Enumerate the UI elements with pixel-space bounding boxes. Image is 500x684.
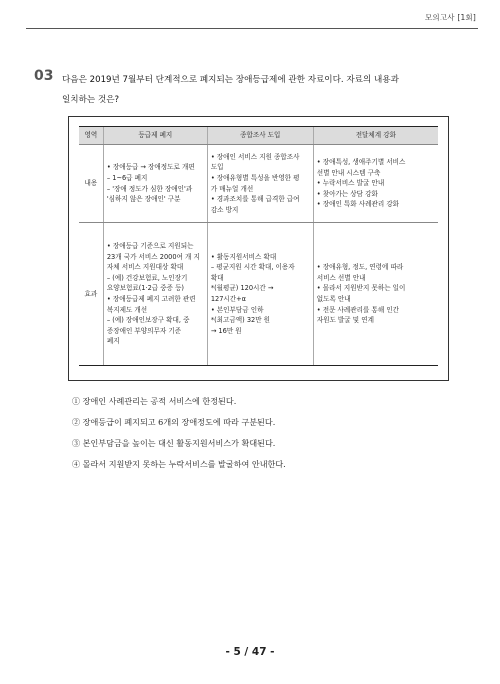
- row-label-effect: 효과: [79, 223, 103, 366]
- cell-line: • 장애인 서비스 지원 종합조사: [210, 152, 300, 161]
- table-cell: [103, 223, 207, 366]
- cell-line: • 몰라서 지원받지 못하는 일이: [316, 284, 406, 293]
- cell-line: • 전문 사례관리를 통해 인간: [316, 305, 400, 314]
- cell-line: 감소 방지: [210, 205, 239, 214]
- header-grade-abolition: 등급제 폐지: [103, 127, 207, 145]
- table-cell: [103, 145, 207, 223]
- data-table-box: [68, 116, 449, 381]
- cell-line: 폐지: [106, 337, 120, 346]
- cell-line: • 장애등급 기준으로 지원되는: [106, 242, 194, 251]
- table-cell: [207, 145, 313, 223]
- question-line-2: 일치하는 것은?: [62, 95, 120, 105]
- answer-option-2[interactable]: ② 장애등급이 폐지되고 6개의 장애정도에 따라 구분된다.: [72, 417, 276, 427]
- cell-line: • 본인부담금 인하: [210, 305, 264, 314]
- cell-line: – (예) 건강보험료, 노인장기: [106, 273, 188, 282]
- table-cell: [313, 145, 438, 223]
- cell-line: 선별 안내 시스템 구축: [316, 168, 381, 177]
- cell-line: 요양보험료(1·2급 중증 등): [106, 284, 185, 293]
- cell-line: 증장애인 부양의무자 기준: [106, 326, 182, 335]
- header-comprehensive-survey: 종합조사 도입: [207, 127, 313, 145]
- answer-option-1[interactable]: ① 장애인 사례관리는 공적 서비스에 한정된다.: [72, 396, 237, 406]
- header-divider: [26, 28, 478, 29]
- exam-header-label: 모의고사 [1회]: [424, 13, 476, 22]
- cell-line: 서비스 선별 안내: [316, 273, 366, 282]
- policy-table: [79, 126, 438, 366]
- cell-line: • 장애인 특화 사례관리 강화: [316, 200, 400, 209]
- cell-line: → 16만 원: [210, 326, 242, 335]
- answer-option-4[interactable]: ④ 몰라서 지원받지 못하는 누락서비스를 발굴하여 안내한다.: [72, 459, 286, 469]
- header-area: 영역: [79, 127, 103, 145]
- cell-line: • 장애유형별 특성을 반영한 평: [210, 173, 300, 182]
- question-number: 03: [34, 68, 54, 84]
- question-text: [62, 70, 472, 110]
- cell-line: 자원도 발굴 및 연계: [316, 316, 374, 325]
- cell-line: '심하지 않은 장애인' 구분: [106, 195, 181, 204]
- cell-line: • 장애유형, 정도, 연령에 따라: [316, 263, 404, 272]
- table-row: [79, 223, 438, 366]
- cell-line: 가 매뉴얼 개선: [210, 184, 254, 193]
- table-row: [79, 145, 438, 223]
- cell-line: • 장애등급 → 장애정도로 개편: [106, 163, 195, 172]
- cell-line: *(최고금액) 32만 원: [210, 316, 271, 325]
- cell-line: • 장애등급제 폐지 고려한 관련: [106, 295, 196, 303]
- cell-line: – (예) 장애인보장구 확대, 중: [106, 316, 190, 325]
- cell-line: • 장애특성, 생애주기별 서비스: [316, 158, 406, 167]
- cell-line: • 찾아가는 상담 강화: [316, 189, 378, 198]
- cell-line: 없도록 안내: [316, 295, 351, 303]
- row-label-content: 내용: [79, 145, 103, 223]
- cell-line: 자체 서비스 지원대상 확대: [106, 263, 184, 272]
- cell-line: 확대: [210, 273, 224, 282]
- cell-line: – '장애 정도가 심한 장애인'과: [106, 184, 193, 193]
- table-header-row: [79, 127, 438, 145]
- cell-line: – 평균지원 시간 확대, 이용자: [210, 263, 295, 272]
- cell-line: 23개 국가 서비스 2000여 개 지: [106, 252, 200, 261]
- answer-options: [72, 391, 286, 475]
- table-cell: [313, 223, 438, 366]
- page-number: - 5 / 47 -: [225, 646, 275, 658]
- cell-line: • 누락서비스 발굴 안내: [316, 179, 385, 188]
- cell-line: 복지제도 개선: [106, 305, 148, 314]
- cell-line: 도입: [210, 163, 224, 172]
- cell-line: • 활동지원서비스 확대: [210, 252, 277, 261]
- answer-option-3[interactable]: ③ 본인부담금을 높이는 대신 활동지원서비스가 확대된다.: [72, 438, 276, 448]
- question-line-1: 다음은 2019년 7월부터 단계적으로 폐지되는 장애등급제에 관한 자료이다. 자료의 내용과: [62, 75, 399, 85]
- cell-line: • 경과조치를 통해 급격한 급여: [210, 195, 300, 204]
- cell-line: *(월평균) 120시간 →: [210, 284, 274, 293]
- cell-line: – 1~6급 폐지: [106, 173, 148, 182]
- header-delivery-system: 전달체계 강화: [313, 127, 438, 145]
- table-cell: [207, 223, 313, 366]
- cell-line: 127시간+α: [210, 295, 247, 303]
